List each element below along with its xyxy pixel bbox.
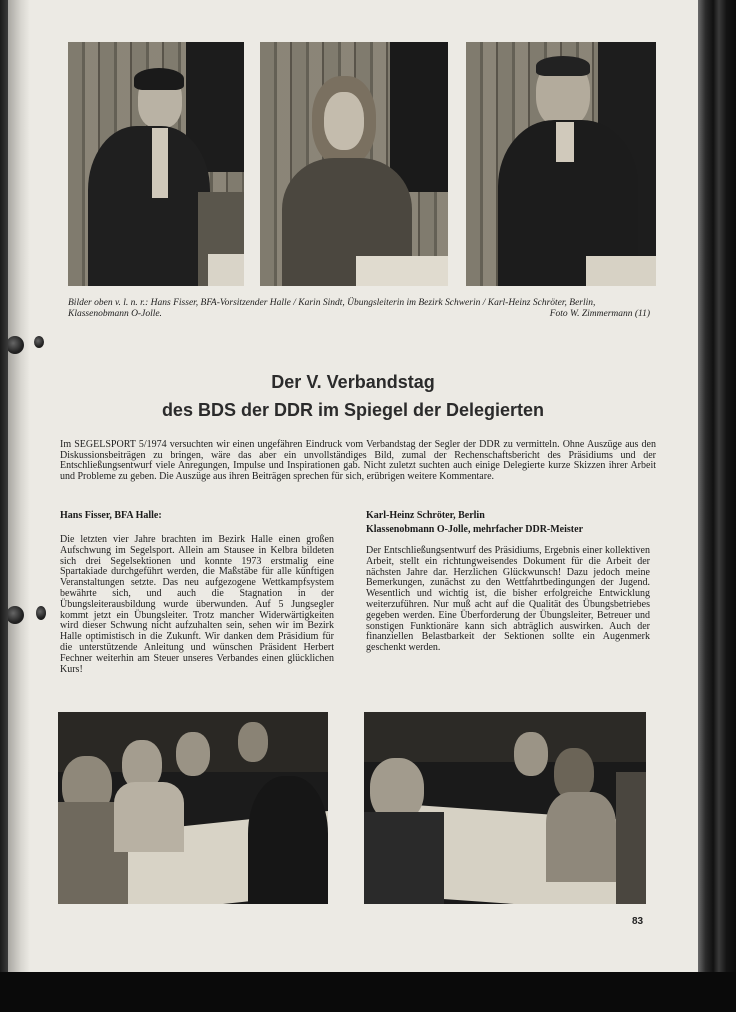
- caption-text: Bilder oben v. l. n. r.: Hans Fisser, BFA-Vorsitzender Halle / Karin Sindt, Übungsleiterin im Bezirk Schwerin / Karl-Heinz Schröter, Berlin, Klassenobmann O-Jolle.: [68, 298, 596, 319]
- left-column-title: Hans Fisser, BFA Halle:: [60, 510, 162, 521]
- binder-hole-icon: [34, 336, 44, 348]
- right-column-title-line-1: Karl-Heinz Schröter, Berlin: [366, 510, 485, 521]
- scan-border: [0, 972, 736, 1012]
- binding-left: [0, 0, 8, 972]
- headline-line-1: Der V. Verbandstag: [271, 372, 435, 392]
- photo-karin-sindt: [260, 42, 448, 286]
- photo-hans-fisser: [68, 42, 244, 286]
- intro-paragraph: Im SEGELSPORT 5/1974 versuchten wir einen ungefähren Eindruck vom Verbandstag der Segler der DDR zu vermitteln. Ohne Auszüge aus den Diskussionsbeiträgen zu bringen, wäre das aber ein unvollständiges Bild, zumal der Rechenschaftsbericht des Präsidiums und der Entschließungsentwurf viele Anregungen, Impulse und Inspirationen gab. Nicht zuletzt suchten auch einige Delegierte kurze Skizzen ihrer Arbeit und Probleme zu geben. Die Auszüge aus ihren Beiträgen sprechen für sich, erübrigen weitere Kommentare.: [60, 439, 656, 482]
- magazine-page: [8, 0, 698, 972]
- binding-right: [698, 0, 736, 972]
- right-column-body: Der Entschließungsentwurf des Präsidiums, Ergebnis einer kollektiven Arbeit, stellt ein richtungweisendes Dokument für die Arbeit der nächsten Jahre dar. Herzlichen Glückwunsch! Dazu jedoch meine Bemerkungen, zunächst zu den Wettfahrtbedingungen der Jugend. Wesentlich und wichtig ist, die bisher erfolgreiche Entwicklung weiterzuführen. Nur muß acht auf die Qualität des Übungsbetriebes gegeben werden. Eine Überforderung der Übungsleiter, Betreuer und sonstigen Funktionäre kann sich abträglich auswirken. Auch der finanziellen Belastbarkeit der Sektionen sollte ein Augenmerk geschenkt werden.: [366, 545, 650, 654]
- photo-caption: [68, 298, 658, 320]
- photo-karl-heinz-schroeter: [466, 42, 656, 286]
- left-column-body: Die letzten vier Jahre brachten im Bezirk Halle einen großen Aufschwung im Segelsport. Allein am Stausee in Kelbra bildeten sich drei Segelsektionen und konnte 1973 erstmalig eine Spartakiade durchgeführt werden, die Maßstäbe für alle künftigen Veranstaltungen setzte. Das neu aufgezogene Wettkampfsystem bewährte sich, und auch die Stagnation in der Übungsleiterausbildung wurde überwunden. Auf 5 Jungsegler kommt jetzt ein Übungsleiter. Trotz mancher Widerwärtigkeiten wird dieser Schwung nicht aufzuhalten sein, sehen wir im Bezirk Halle optimistisch in die Zukunft. Wir danken dem Präsidium für die unterstützende Anleitung und wünschen Präsident Herbert Fechner weiterhin am Steuer unseres Verbandes einen glücklichen Kurs!: [60, 534, 334, 675]
- photo-credit: Foto W. Zimmermann (11): [549, 309, 650, 319]
- right-column-title-line-2: Klassenobmann O-Jolle, mehrfacher DDR-Meister: [366, 524, 584, 535]
- binder-hole-icon: [36, 606, 46, 620]
- page-shadow: [8, 0, 30, 972]
- page-number: 83: [632, 916, 644, 927]
- headline-line-2: des BDS der DDR im Spiegel der Delegierten: [161, 400, 545, 420]
- photo-delegates-table-left: [58, 712, 328, 904]
- photo-delegates-table-right: [364, 712, 646, 904]
